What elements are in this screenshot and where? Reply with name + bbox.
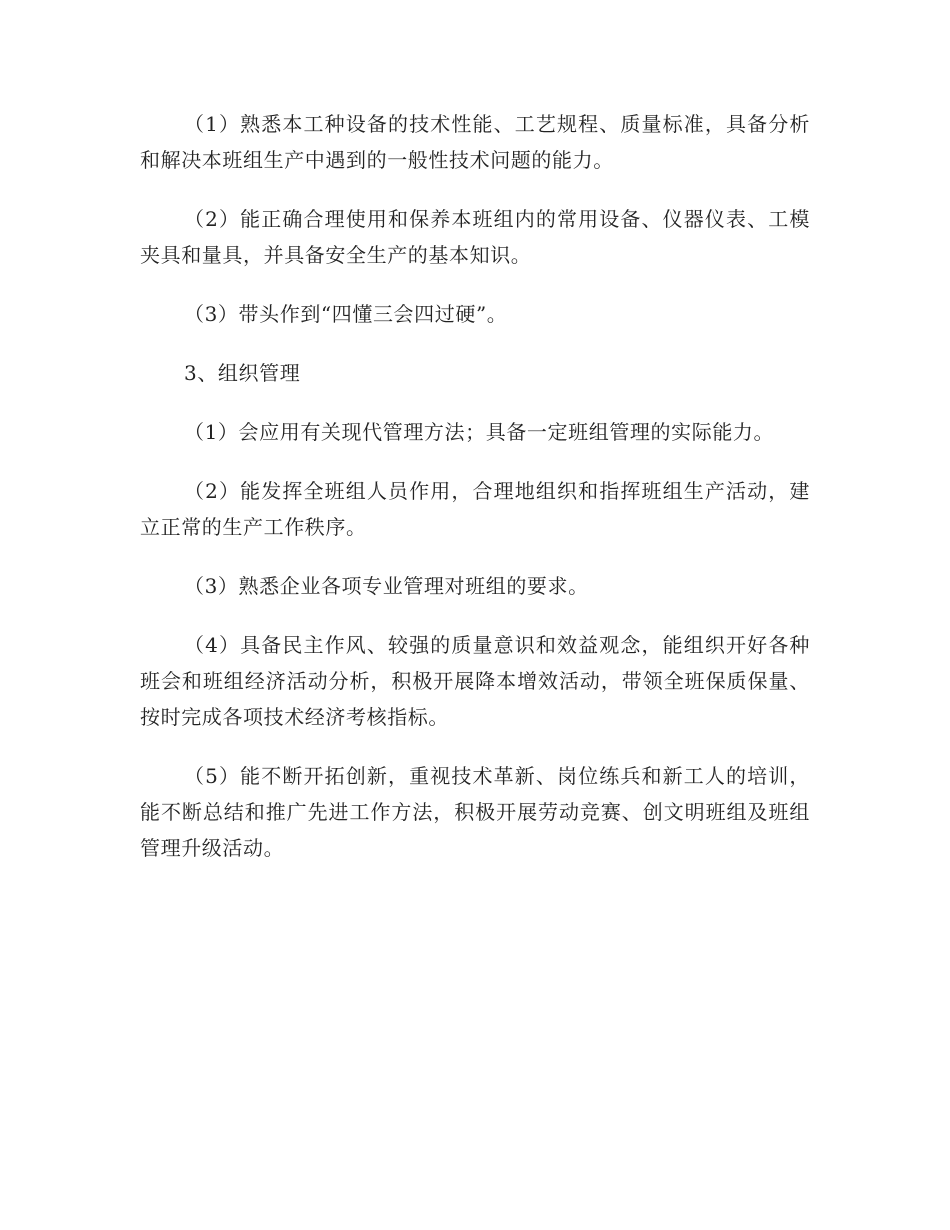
paragraph-management-1: （1）会应用有关现代管理方法；具备一定班组管理的实际能力。	[184, 420, 775, 444]
section-heading-organization-management: 3、组织管理	[184, 361, 301, 385]
paragraph-management-2: （2）能发挥全班组人员作用，合理地组织和指挥班组生产活动，建立正常的生产工作秩序。	[140, 479, 810, 539]
paragraph-skill-1: （1）熟悉本工种设备的技术性能、工艺规程、质量标准，具备分析和解决本班组生产中遇到的一般性技术问题的能力。	[140, 112, 810, 172]
paragraph-management-3: （3）熟悉企业各项专业管理对班组的要求。	[184, 574, 589, 598]
paragraph-skill-2: （2）能正确合理使用和保养本班组内的常用设备、仪器仪表、工模夹具和量具，并具备安全生产的基本知识。	[140, 207, 810, 267]
paragraph-skill-3: （3）带头作到“四懂三会四过硬”。	[184, 302, 508, 326]
document-body	[140, 106, 810, 889]
paragraph-management-5: （5）能不断开拓创新，重视技术革新、岗位练兵和新工人的培训，能不断总结和推广先进工作方法，积极开展劳动竞赛、创文明班组及班组管理升级活动。	[140, 764, 810, 860]
paragraph-management-4: （4）具备民主作风、较强的质量意识和效益观念，能组织开好各种班会和班组经济活动分析，积极开展降本增效活动，带领全班保质保量、按时完成各项技术经济考核指标。	[140, 633, 810, 729]
